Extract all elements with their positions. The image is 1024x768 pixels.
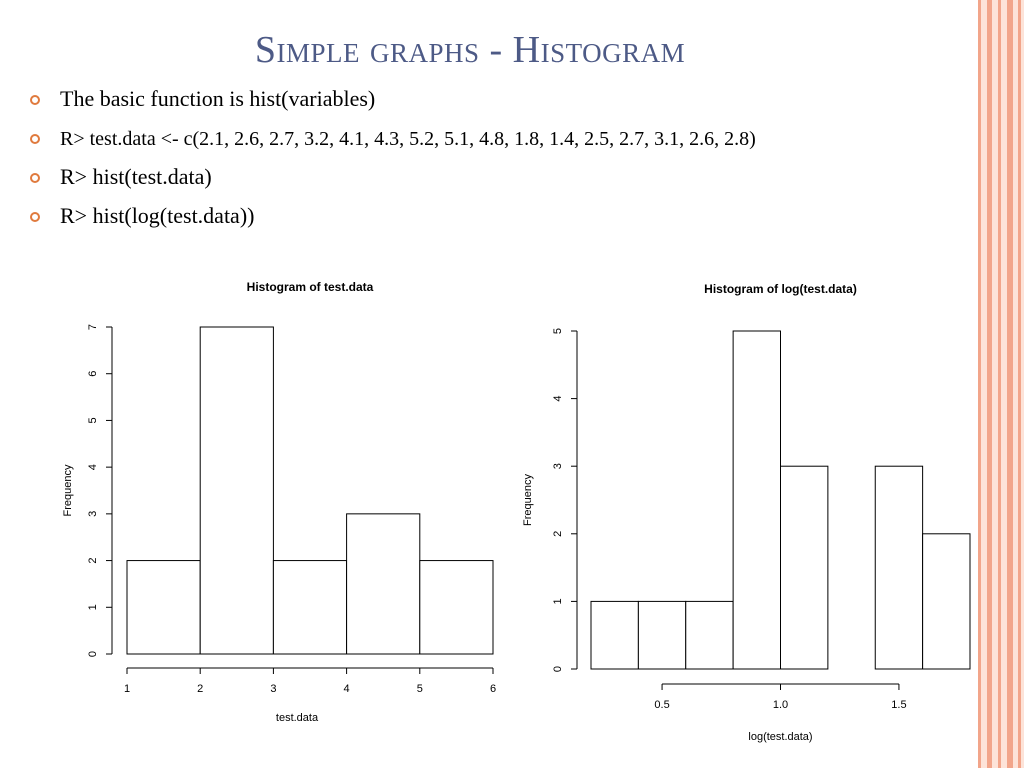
chart-title: Histogram of log(test.data) — [704, 282, 857, 296]
y-tick-label: 6 — [87, 370, 99, 377]
x-tick-label: 5 — [416, 683, 423, 695]
bullet-item — [30, 162, 970, 201]
histogram-bar — [591, 601, 638, 669]
bullet-text: R> hist(log(test.data)) — [60, 203, 255, 228]
bullet-item — [30, 123, 970, 162]
y-tick-label: 4 — [552, 395, 564, 402]
slide-title: Simple graphs - Histogram — [254, 29, 686, 71]
histogram-bar — [875, 466, 922, 669]
y-tick-label: 5 — [552, 327, 564, 335]
x-tick-label: 1.0 — [772, 699, 789, 711]
y-tick-label: 1 — [552, 598, 564, 605]
decorative-side-stripes — [978, 0, 1024, 768]
y-tick-label: 2 — [87, 557, 99, 564]
histogram-bar — [638, 601, 685, 669]
y-tick-label: 4 — [87, 464, 99, 471]
histogram-test-data-panel — [50, 262, 520, 768]
histogram-bar — [686, 601, 733, 669]
y-axis-label: Frequency — [62, 464, 74, 517]
y-tick-label: 7 — [87, 323, 99, 331]
histogram-bar — [200, 327, 273, 654]
y-tick-label: 3 — [552, 463, 564, 470]
bullet-icon — [30, 212, 40, 222]
x-tick-label: 1.5 — [891, 699, 907, 711]
y-tick-label: 0 — [87, 650, 99, 658]
histogram-bar — [923, 534, 970, 669]
histogram-log-test-data-chart — [510, 262, 980, 768]
bullet-icon — [30, 95, 40, 105]
x-tick-label: 6 — [489, 683, 497, 695]
histogram-test-data-chart — [50, 262, 520, 768]
histogram-bar — [420, 561, 493, 654]
histogram-bar — [127, 561, 200, 654]
y-tick-label: 5 — [87, 417, 99, 424]
histogram-log-test-data-panel — [510, 262, 980, 768]
x-tick-label: 3 — [270, 683, 277, 695]
y-tick-label: 2 — [552, 530, 564, 537]
bullet-item — [30, 201, 970, 240]
y-tick-label: 0 — [552, 665, 564, 673]
y-axis-label: Frequency — [522, 474, 534, 526]
x-tick-label: 0.5 — [654, 699, 670, 711]
histogram-bar — [347, 514, 420, 654]
y-tick-label: 1 — [87, 604, 99, 611]
x-axis-label: test.data — [275, 712, 319, 724]
bullet-icon — [30, 134, 40, 144]
bullet-list — [30, 84, 970, 240]
bullet-icon — [30, 173, 40, 183]
x-axis-label: log(test.data) — [748, 731, 813, 743]
bullet-item — [30, 84, 970, 123]
histogram-bar — [733, 331, 780, 669]
x-tick-label: 4 — [343, 683, 350, 695]
bullet-text: R> test.data <- c(2.1, 2.6, 2.7, 3.2, 4.1, 4.3, 5.2, 5.1, 4.8, 1.8, 1.4, 2.5, 2.7, 3.1, 2.6, 2.8) — [60, 128, 756, 150]
histogram-bar — [781, 466, 828, 669]
x-tick-label: 2 — [197, 683, 204, 695]
chart-title: Histogram of test.data — [246, 280, 374, 294]
bullet-text: The basic function is hist(variables) — [60, 86, 376, 111]
histogram-bar — [273, 561, 346, 654]
x-tick-label: 1 — [123, 683, 131, 695]
y-tick-label: 3 — [87, 510, 99, 517]
bullet-text: R> hist(test.data) — [60, 164, 212, 189]
